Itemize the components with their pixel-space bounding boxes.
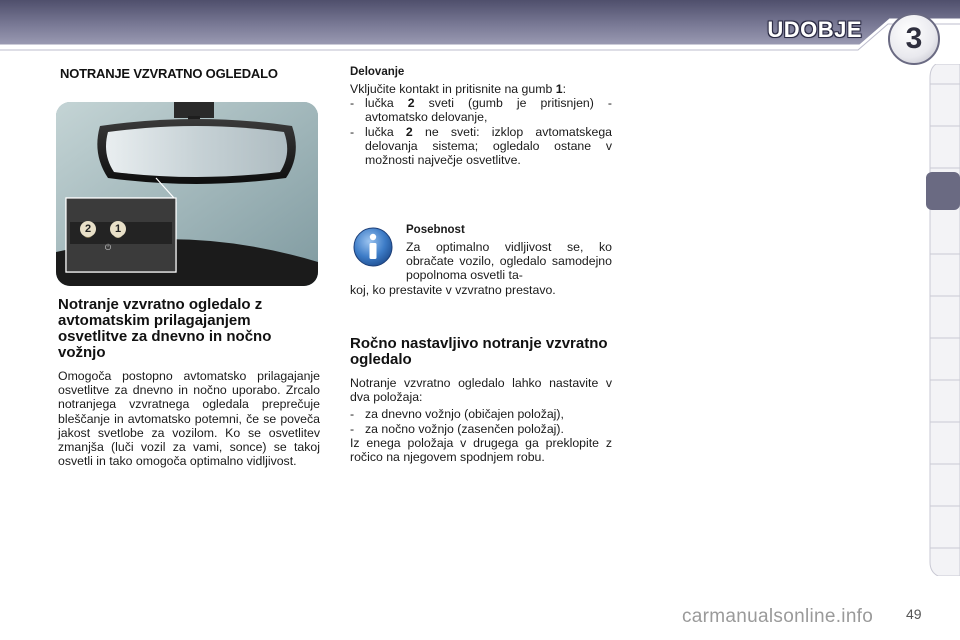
info-text-indented: Za optimalno vidljivost se, ko obračate vozilo, ogledalo samodejno popolnoma osvetli ta-	[406, 240, 612, 283]
svg-text:⏻: ⏻	[104, 243, 112, 252]
chapter-number-badge: 3	[888, 13, 940, 65]
watermark: carmanualsonline.info	[682, 606, 874, 627]
list-item-text: za nočno vožnjo (zasenčen položaj).	[365, 421, 564, 436]
operation-intro	[350, 82, 612, 96]
operation-intro-text: Vključite kontakt in pritisnite na gumb	[350, 82, 553, 96]
auto-dimming-body: Omogoča postopno avtomatsko prilagajanje osvetlitve za dnevno in nočno uporabo. Zrcalo notranjega vzvratnega ogledala preprečuje bleščanje in avtomatsko potemni, če se poveča jakost svetlobe za vozilom. Ko se osvetlitev zmanjša (luči vozil za vami, sonce) se takoj osvetli in tako omogoča optimalno vidljivost.	[58, 369, 320, 469]
list-item-prefix: lučka	[365, 124, 406, 139]
info-heading: Posebnost	[406, 224, 465, 236]
list-item-text: ne sveti: izklop avtomatskega delovanja sistema; ogledalo ostane v možnosti največje osvetlitve.	[365, 124, 612, 168]
operation-list	[350, 96, 612, 167]
operation-section	[350, 66, 612, 167]
section-title: NOTRANJE VZVRATNO OGLEDALO	[60, 66, 278, 81]
list-item: - za dnevno vožnjo (običajen položaj),	[350, 407, 564, 422]
list-item-text: sveti (gumb je pritisnjen) - avtomatsko delovanje,	[365, 96, 612, 125]
auto-dimming-heading: Notranje vzvratno ogledalo z avtomatskim prilagajanjem osvetlitve za dnevno in nočno vožnjo	[58, 296, 272, 361]
mirror-photo	[56, 102, 318, 286]
mirror-illustration	[56, 102, 318, 286]
chapter-tabs-graphic	[926, 64, 960, 576]
operation-intro-colon: :	[562, 82, 567, 96]
list-item: - za nočno vožnjo (zasenčen položaj).	[350, 421, 564, 436]
manual-mirror-heading: Ročno nastavljivo notranje vzvratno ogledalo	[350, 335, 608, 368]
chapter-tabs	[926, 64, 960, 576]
list-item-number: 2	[405, 124, 413, 139]
callout-2: 2	[80, 221, 96, 237]
chapter-header	[0, 0, 960, 58]
list-item: - lučka 2 ne sveti: izklop avtomatskega delovanja sistema; ogledalo ostane v možnosti največje osvetlitve.	[350, 124, 612, 168]
page-number: 49	[906, 606, 922, 622]
list-item-prefix: lučka	[365, 96, 408, 111]
list-item-number: 2	[407, 96, 415, 111]
manual-mirror-intro: Notranje vzvratno ogledalo lahko nastavite v dva položaja:	[350, 376, 612, 405]
info-text	[350, 240, 612, 297]
callout-1: 1	[110, 221, 126, 237]
manual-mirror-list	[350, 407, 612, 435]
operation-heading: Delovanje	[350, 66, 405, 78]
list-item: - lučka 2 sveti (gumb je pritisnjen) - avtomatsko delovanje,	[350, 96, 612, 125]
chapter-title: UDOBJE	[767, 17, 862, 42]
info-text-full: koj, ko prestavite v vzvratno prestavo.	[350, 282, 556, 297]
auto-dimming-section	[58, 297, 320, 468]
operation-intro-button-number: 1	[555, 82, 563, 96]
manual-mirror-outro: Iz enega položaja v drugega ga preklopite z ročico na njegovem spodnjem robu.	[350, 435, 612, 465]
list-item-text: za dnevno vožnjo (običajen položaj),	[365, 407, 564, 422]
manual-mirror-section	[350, 336, 612, 464]
